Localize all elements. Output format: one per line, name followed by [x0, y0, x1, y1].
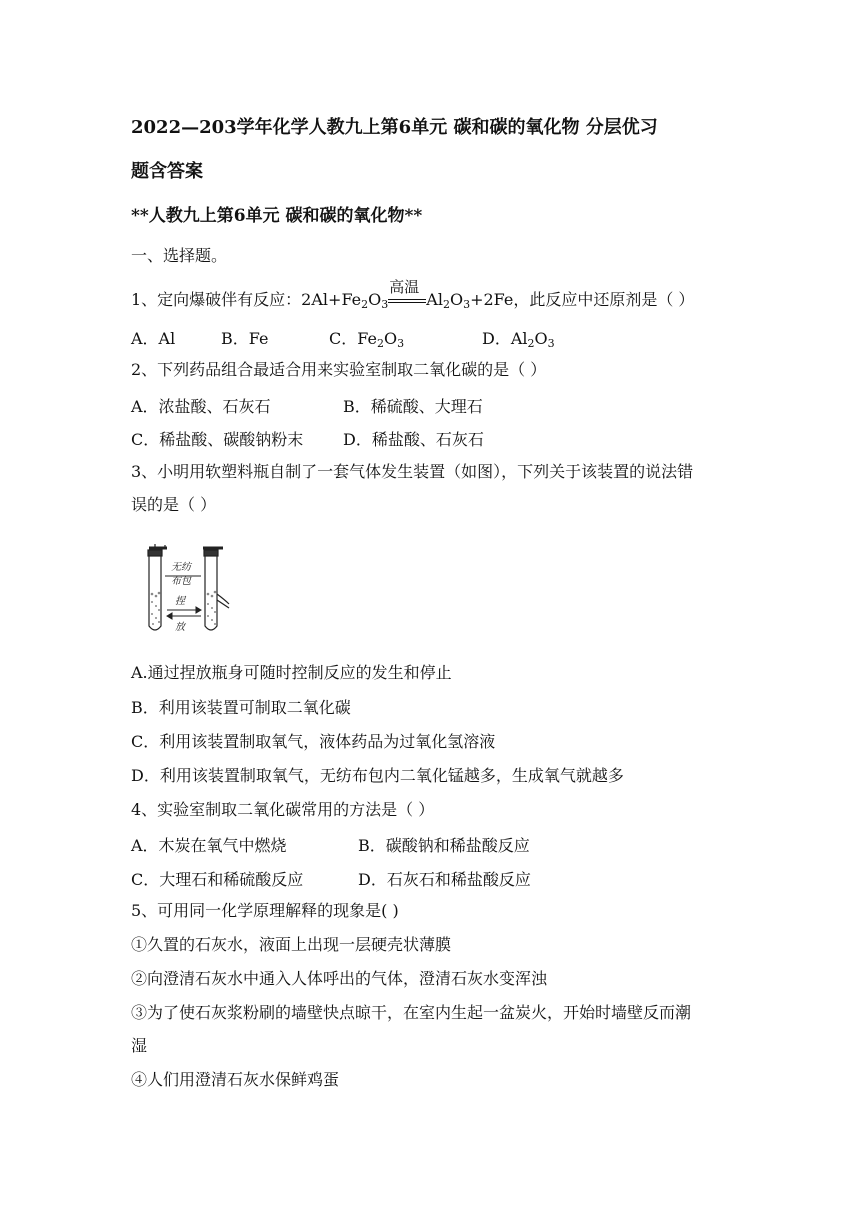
q4-option-b: B．碳酸钠和稀盐酸反应 [358, 836, 530, 855]
q1-suffix: ，此反应中还原剂是（ ） [513, 290, 695, 309]
condition-text: 高温 [389, 278, 420, 296]
q3-option-d: D．利用该装置制取氧气，无纺布包内二氧化锰越多，生成氧气就越多 [131, 766, 624, 785]
q1-option-c: C．$Fe_2O_3$ [329, 329, 405, 350]
left-bottle [148, 544, 167, 630]
q2-option-c: C．稀盐酸、碳酸钠粉末 [131, 430, 304, 449]
q4-option-c: C．大理石和稀硫酸反应 [131, 870, 304, 889]
q1-option-b: B．Fe [221, 329, 269, 348]
q5-item-1: ①久置的石灰水，液面上出现一层硬壳状薄膜 [131, 935, 452, 954]
section-heading: 一、选择题。 [131, 246, 228, 265]
q5-item-3: ③为了使石灰浆粉刷的墙壁快点晾干，在室内生起一盆炭火，开始时墙壁反而潮 [131, 1003, 692, 1022]
q1-option-a: A．Al [131, 329, 176, 348]
right-bottle [203, 548, 229, 630]
q4-option-d: D．石灰石和稀盐酸反应 [358, 870, 531, 889]
q3-stem-line2: 误的是（ ） [131, 495, 217, 514]
q3-option-a: A.通过捏放瓶身可随时控制反应的发生和停止 [131, 663, 452, 682]
q5-item-4: ④人们用澄清石灰水保鲜鸡蛋 [131, 1070, 340, 1089]
q5-stem: 5、可用同一化学原理解释的现象是( ) [131, 901, 399, 920]
doc-title-line1: 2022—203学年化学人教九上第6单元 碳和碳的氧化物 分层优习 [131, 117, 658, 138]
q2-option-a: A．浓盐酸、石灰石 [131, 397, 271, 416]
q4-option-a: A．木炭在氧气中燃烧 [131, 836, 287, 855]
q2-option-b: B．稀硫酸、大理石 [343, 397, 483, 416]
q4-stem: 4、实验室制取二氧化碳常用的方法是（ ） [131, 800, 435, 819]
doc-title-line2: 题含答案 [131, 161, 203, 182]
q3-stem-line1: 3、小明用软塑料瓶自制了一套气体发生装置（如图），下列关于该装置的说法错 [131, 462, 694, 481]
q2-stem: 2、下列药品组合最适合用来实验室制取二氧化碳的是（ ） [131, 360, 547, 379]
reaction-condition [388, 278, 426, 310]
q2-option-d: D．稀盐酸、石灰石 [343, 430, 484, 449]
q3-option-b: B．利用该装置可制取二氧化碳 [131, 698, 351, 717]
doc-subtitle: **人教九上第6单元 碳和碳的氧化物** [131, 206, 423, 226]
q5-item-3-cont: 湿 [131, 1036, 148, 1055]
label-line1: 无纺 [171, 562, 191, 573]
q1-stem: 1、定向爆破伴有反应：$2Al+Fe_2O_3$ 高温 $Al_2O_3+2Fe$，此反应中还原剂是（ ） [131, 278, 695, 311]
q1-option-d: D．$Al_2O_3$ [482, 329, 555, 350]
q1-prefix: 1、定向爆破伴有反应：2Al+Fe [131, 290, 362, 309]
label-release: 放 [175, 622, 185, 633]
q3-option-c: C．利用该装置制取氧气，液体药品为过氧化氢溶液 [131, 732, 496, 751]
bottle-apparatus-figure [131, 544, 231, 636]
label-line2: 布包 [171, 576, 191, 587]
q5-item-2: ②向澄清石灰水中通入人体呼出的气体，澄清石灰水变浑浊 [131, 969, 548, 988]
label-press: 捏 [175, 596, 185, 607]
